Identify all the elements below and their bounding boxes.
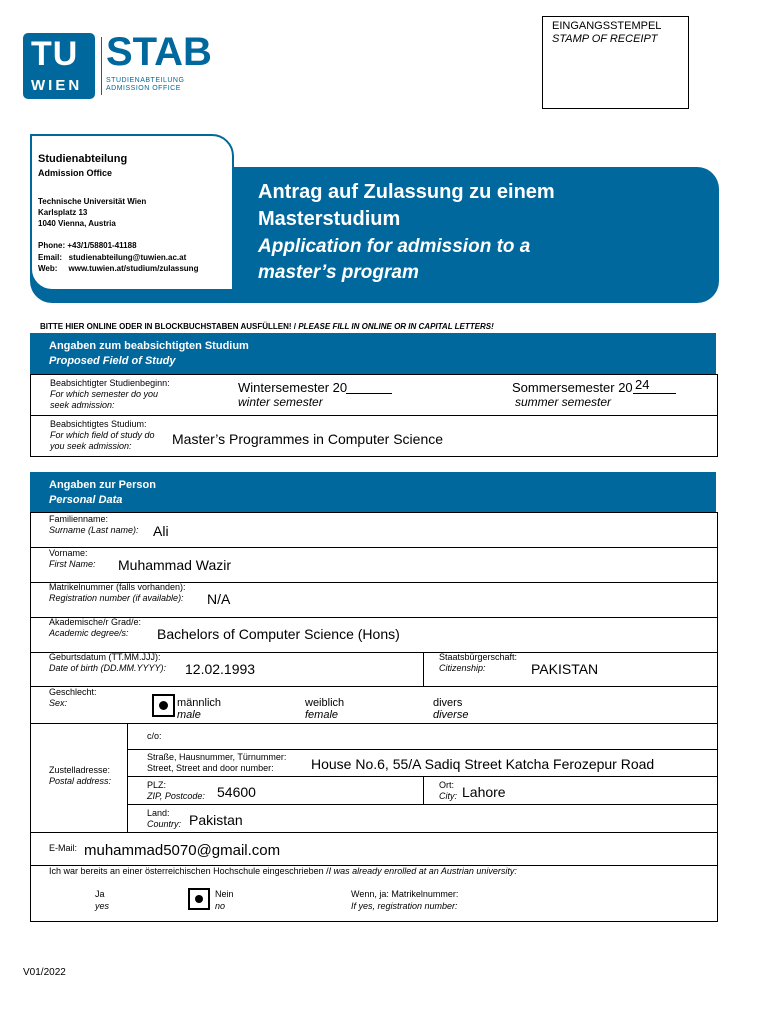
firstname-label-de: Vorname: xyxy=(49,548,88,558)
winter-label-en: winter semester xyxy=(238,395,323,409)
instruction-de: BITTE HIER ONLINE ODER IN BLOCKBUCHSTABEN AUSFÜLLEN! / xyxy=(40,322,299,331)
degree-input[interactable]: Bachelors of Computer Science (Hons) xyxy=(157,626,400,642)
yes-label: yes xyxy=(95,901,110,911)
instruction-en: PLEASE FILL IN ONLINE OR IN CAPITAL LETTERS! xyxy=(298,322,494,331)
header-title-de-2: Masterstudium xyxy=(258,208,401,230)
male-label-en: male xyxy=(177,709,201,721)
winter-input[interactable] xyxy=(346,378,392,394)
logo-divider xyxy=(101,37,102,95)
citizenship-input[interactable]: PAKISTAN xyxy=(531,661,599,677)
stamp-label-de: EINGANGSSTEMPEL xyxy=(552,20,662,32)
header-title-en-1: Application for admission to a xyxy=(258,236,531,257)
program-input[interactable]: Master’s Programmes in Computer Science xyxy=(172,431,444,447)
address-phone: Phone: +43/1/58801-41188 xyxy=(38,241,137,250)
header-title-de-1: Antrag auf Zulassung zu einem xyxy=(258,181,555,203)
logo-stab: STAB xyxy=(106,30,212,74)
plz-label-en: ZIP, Postcode: xyxy=(147,791,205,801)
ifyes-label-de: Wenn, ja: Matrikelnummer: xyxy=(351,889,459,899)
semester-label-de: Beabsichtigter Studienbeginn: xyxy=(50,378,170,388)
address-email: Email: studienabteilung@tuwien.ac.at xyxy=(38,253,187,262)
section-study-de: Angaben zum beabsichtigten Studium xyxy=(49,340,249,352)
nein-label: Nein xyxy=(215,889,234,899)
diverse-label-en: diverse xyxy=(433,709,469,721)
address-card xyxy=(30,134,234,291)
country-label-de: Land: xyxy=(147,808,170,818)
street-label-en: Street, Street and door number: xyxy=(147,763,274,773)
female-label-en: female xyxy=(305,709,339,721)
address-line3: 1040 Vienna, Austria xyxy=(38,219,116,228)
street-input[interactable]: House No.6, 55/A Sadiq Street Katcha Ferozepur Road xyxy=(311,756,655,772)
plz-divider xyxy=(127,804,718,805)
enrolled-question-en: I was already enrolled at an Austrian university: xyxy=(328,866,517,876)
stamp-label-en: STAMP OF RECEIPT xyxy=(552,33,658,45)
country-label-en: Country: xyxy=(147,819,182,829)
instruction-line xyxy=(40,322,494,331)
stamp-box xyxy=(542,16,689,109)
section-study-en: Proposed Field of Study xyxy=(49,355,176,367)
city-input[interactable]: Lahore xyxy=(462,784,506,800)
logo-wien: WIEN xyxy=(31,77,83,94)
address-subtitle: Admission Office xyxy=(38,168,113,178)
address-web: Web: www.tuwien.at/studium/zulassung xyxy=(38,264,199,273)
semester-label-en-2: seek admission: xyxy=(50,400,115,410)
section-personal-de: Angaben zur Person xyxy=(49,479,156,491)
logo-tu: TU xyxy=(31,35,79,73)
ifyes-label-en: If yes, registration number: xyxy=(351,901,458,911)
street-label-de: Straße, Hausnummer, Türnummer: xyxy=(147,752,287,762)
summer-input[interactable]: 24 xyxy=(633,377,676,394)
degree-label-de: Akademische/r Grad/e: xyxy=(49,617,142,627)
regnum-label-en: Registration number (if available): xyxy=(49,593,184,603)
dob-input[interactable]: 12.02.1993 xyxy=(185,661,256,677)
logo-sub1: STUDIENABTEILUNG xyxy=(106,77,185,84)
surname-label-en: Surname (Last name): xyxy=(49,525,139,535)
no-label: no xyxy=(215,901,226,911)
program-label-en-2: you seek admission: xyxy=(50,441,132,451)
no-checkbox[interactable] xyxy=(188,888,210,910)
version-footer: V01/2022 xyxy=(23,967,66,978)
postal-block xyxy=(30,723,718,833)
enrolled-question-de: Ich war bereits an einer österreichischen Hochschule eingeschrieben / xyxy=(49,866,329,876)
male-checkbox[interactable] xyxy=(152,694,175,717)
firstname-input[interactable]: Muhammad Wazir xyxy=(118,557,232,573)
regnum-label-de: Matrikelnummer (falls vorhanden): xyxy=(49,582,186,592)
enrolled-question xyxy=(49,866,517,877)
winter-label-de: Wintersemester 20 xyxy=(238,380,348,395)
sex-row xyxy=(30,686,718,724)
degree-label-en: Academic degree/s: xyxy=(49,628,129,638)
co-label: c/o: xyxy=(147,731,162,741)
postal-label-de: Zustelladresse: xyxy=(49,765,111,775)
semester-label-en-1: For which semester do you xyxy=(50,389,159,399)
address-title: Studienabteilung xyxy=(38,153,128,165)
regnum-input[interactable]: N/A xyxy=(207,591,231,607)
diverse-label-de[interactable]: divers xyxy=(433,697,463,709)
plz-label-de: PLZ: xyxy=(147,780,167,790)
citizenship-label-de: Staatsbürgerschaft: xyxy=(439,652,518,662)
dob-label-en: Date of birth (DD.MM.YYYY): xyxy=(49,663,167,673)
surname-input[interactable]: Ali xyxy=(153,523,169,539)
city-label-en: City: xyxy=(439,791,457,801)
no-checkbox-mark xyxy=(195,895,203,903)
male-label-de: männlich xyxy=(177,697,222,709)
sex-label-en: Sex: xyxy=(49,698,68,708)
summer-label-en: summer semester xyxy=(515,395,612,409)
female-label-de[interactable]: weiblich xyxy=(305,697,345,709)
postal-label-en: Postal address: xyxy=(49,776,112,786)
header-title-en-2: master’s program xyxy=(258,262,419,283)
email-label: E-Mail: xyxy=(49,843,78,853)
tu-wien-logo xyxy=(23,33,95,99)
co-divider xyxy=(127,749,718,750)
postal-divider-v xyxy=(127,723,128,833)
section-study-header xyxy=(30,333,716,374)
plz-city-divider xyxy=(423,776,424,804)
firstname-label-en: First Name: xyxy=(49,559,96,569)
program-label-en-1: For which field of study do xyxy=(50,430,155,440)
address-line1: Technische Universität Wien xyxy=(38,197,147,206)
city-label-de: Ort: xyxy=(439,780,454,790)
dob-divider xyxy=(423,652,424,687)
male-checkbox-mark xyxy=(159,701,168,710)
surname-label-de: Familienname: xyxy=(49,514,109,524)
summer-label-de: Sommersemester 20 xyxy=(512,380,633,395)
program-label-de: Beabsichtigtes Studium: xyxy=(50,419,147,429)
section-personal-en: Personal Data xyxy=(49,494,123,506)
ja-label[interactable]: Ja xyxy=(95,889,105,899)
logo-sub2: ADMISSION OFFICE xyxy=(106,85,181,92)
plz-input[interactable]: 54600 xyxy=(217,784,256,800)
citizenship-label-en: Citizenship: xyxy=(439,663,486,673)
country-input[interactable]: Pakistan xyxy=(189,812,243,828)
email-input[interactable]: muhammad5070@gmail.com xyxy=(84,842,281,859)
sex-label-de: Geschlecht: xyxy=(49,687,97,697)
section-personal-header xyxy=(30,472,716,513)
address-line2: Karlsplatz 13 xyxy=(38,208,88,217)
dob-label-de: Geburtsdatum (TT.MM.JJJ): xyxy=(49,652,161,662)
